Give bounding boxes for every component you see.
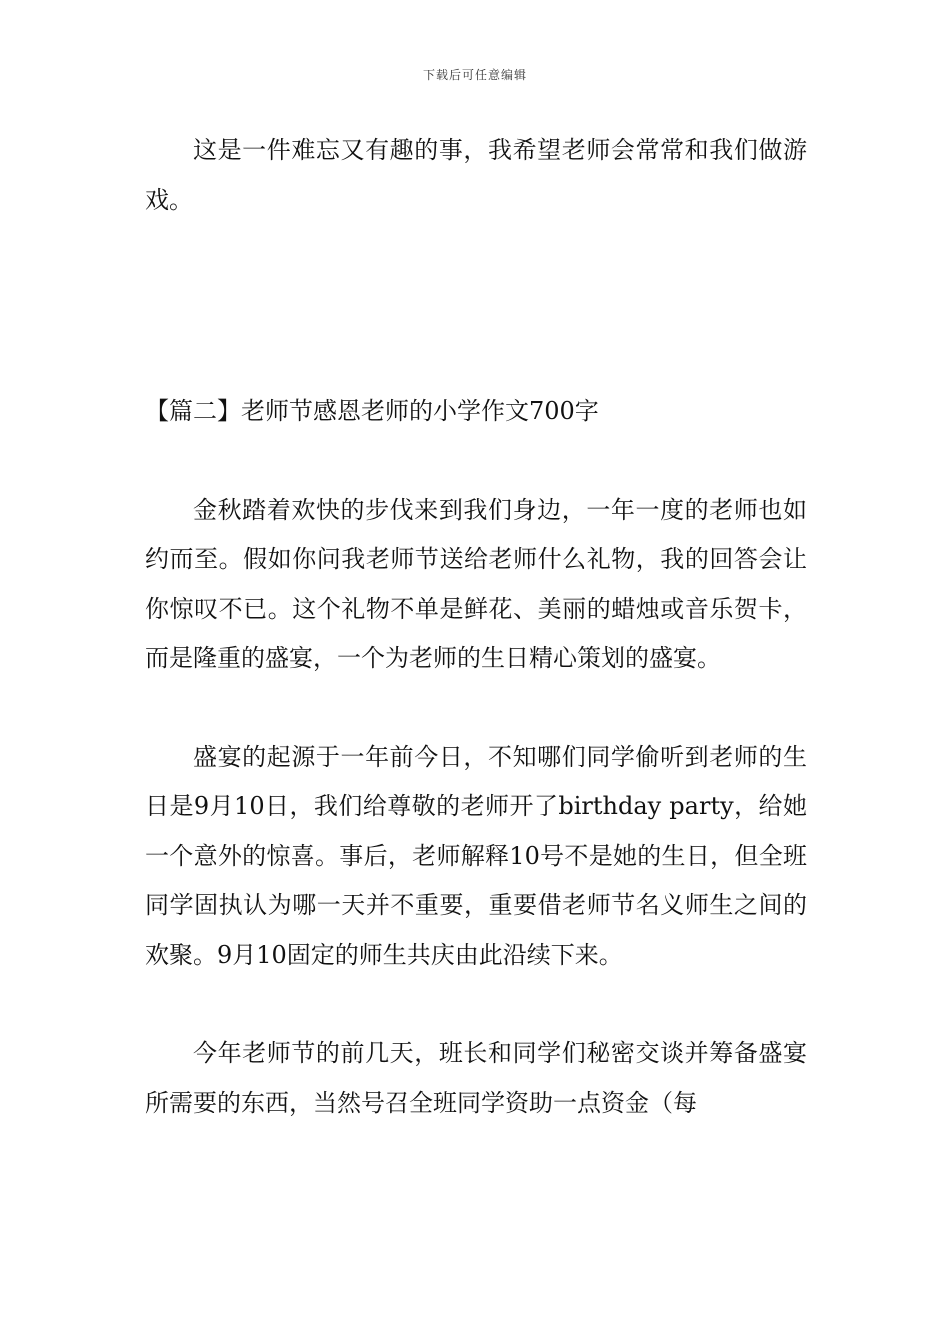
spacer — [145, 225, 807, 387]
spacer — [145, 980, 807, 1029]
paragraph-1: 这是一件难忘又有趣的事，我希望老师会常常和我们做游戏。 — [145, 136, 807, 214]
spacer — [145, 437, 807, 486]
page-header: 下载后可任意编辑 — [422, 68, 527, 82]
paragraph-2: 金秋踏着欢快的步伐来到我们身边，一年一度的老师也如约而至。假如你问我老师节送给老师什么礼物，我的回答会让你惊叹不已。这个礼物不单是鲜花、美丽的蜡烛或音乐贺卡，而是隆重的盛宴，一个为老师的生日精心策划的盛宴。 — [145, 495, 807, 672]
spacer — [145, 684, 807, 733]
document-body — [145, 126, 807, 1128]
paragraph-4: 今年老师节的前几天，班长和同学们秘密交谈并筹备盛宴所需要的东西，当然号召全班同学资助一点资金（每 — [145, 1039, 807, 1117]
paragraph-3: 盛宴的起源于一年前今日，不知哪们同学偷听到老师的生日是9月10日，我们给尊敬的老师开了birthday party，给她一个意外的惊喜。事后，老师解释10号不是她的生日，但全班同学固执认为哪一天并不重要，重要借老师节名义师生之间的欢聚。9月10固定的师生共庆由此沿续下来。 — [145, 742, 807, 969]
section-title: 【篇二】老师节感恩老师的小学作文700字 — [145, 397, 599, 425]
